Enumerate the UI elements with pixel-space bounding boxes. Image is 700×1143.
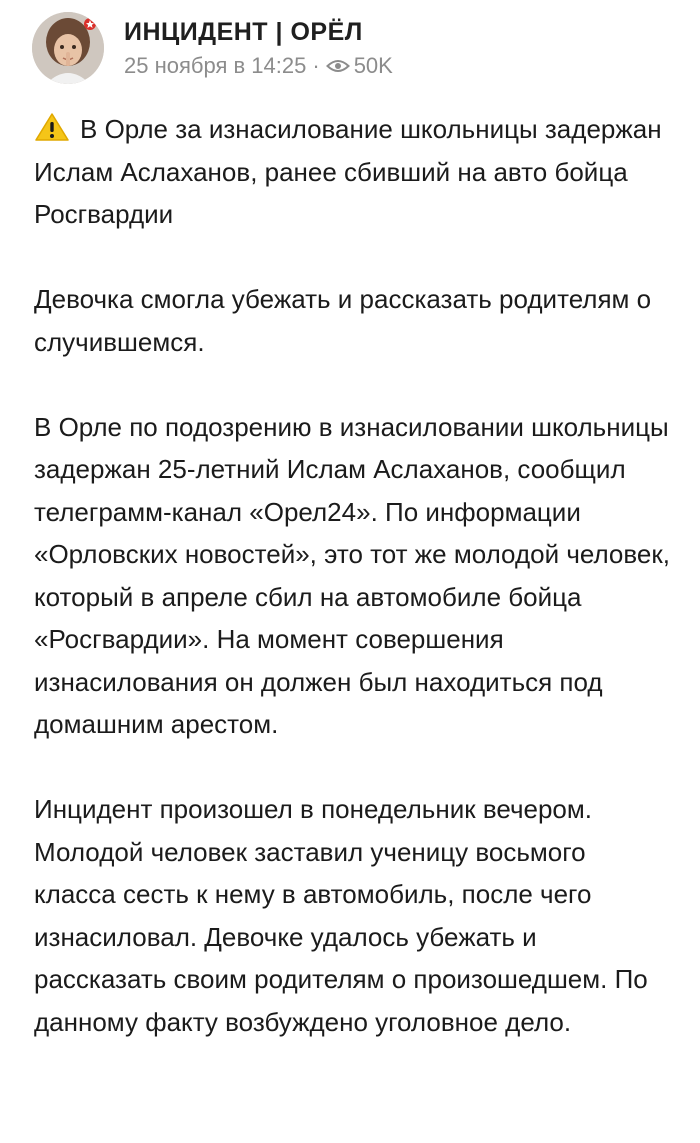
post-meta	[124, 53, 393, 79]
post-body	[34, 108, 674, 1043]
post-header	[32, 12, 393, 84]
header-text	[124, 17, 393, 79]
channel-avatar[interactable]	[32, 12, 104, 84]
view-count: 50K	[353, 53, 393, 78]
post-title-text: В Орле за изнасилование школьницы задержан Ислам Аслаханов, ранее сбивший на авто бойца Росгвардии	[34, 114, 662, 229]
avatar-image	[32, 12, 104, 84]
post-title	[34, 108, 674, 236]
warning-icon	[34, 112, 70, 142]
meta-separator: ·	[312, 53, 320, 78]
channel-name[interactable]: ИНЦИДЕНТ | ОРЁЛ	[124, 18, 363, 46]
post-paragraph-1: Девочка смогла убежать и рассказать родителям о случившемся.	[34, 284, 652, 357]
eye-icon	[326, 58, 350, 74]
post-paragraph-2: В Орле по подозрению в изнасиловании школьницы задержан 25-летний Ислам Аслаханов, сообщил телеграмм-канал «Орел24». По информации «Орловских новостей», это тот же молодой человек, который в апреле сбил на автомобиле бойца «Росгвардии». На момент совершения изнасилования он должен был находиться под домашним арестом.	[34, 411, 670, 739]
post-paragraph-3: Инцидент произошел в понедельник вечером. Молодой человек заставил ученицу восьмого класса сесть к нему в автомобиль, после чего изнасиловал. Девочке удалось убежать и рассказать своим родителям о произошедшем. По данному факту возбуждено уголовное дело.	[34, 794, 648, 1037]
post-date[interactable]: 25 ноября в 14:25	[124, 53, 307, 78]
